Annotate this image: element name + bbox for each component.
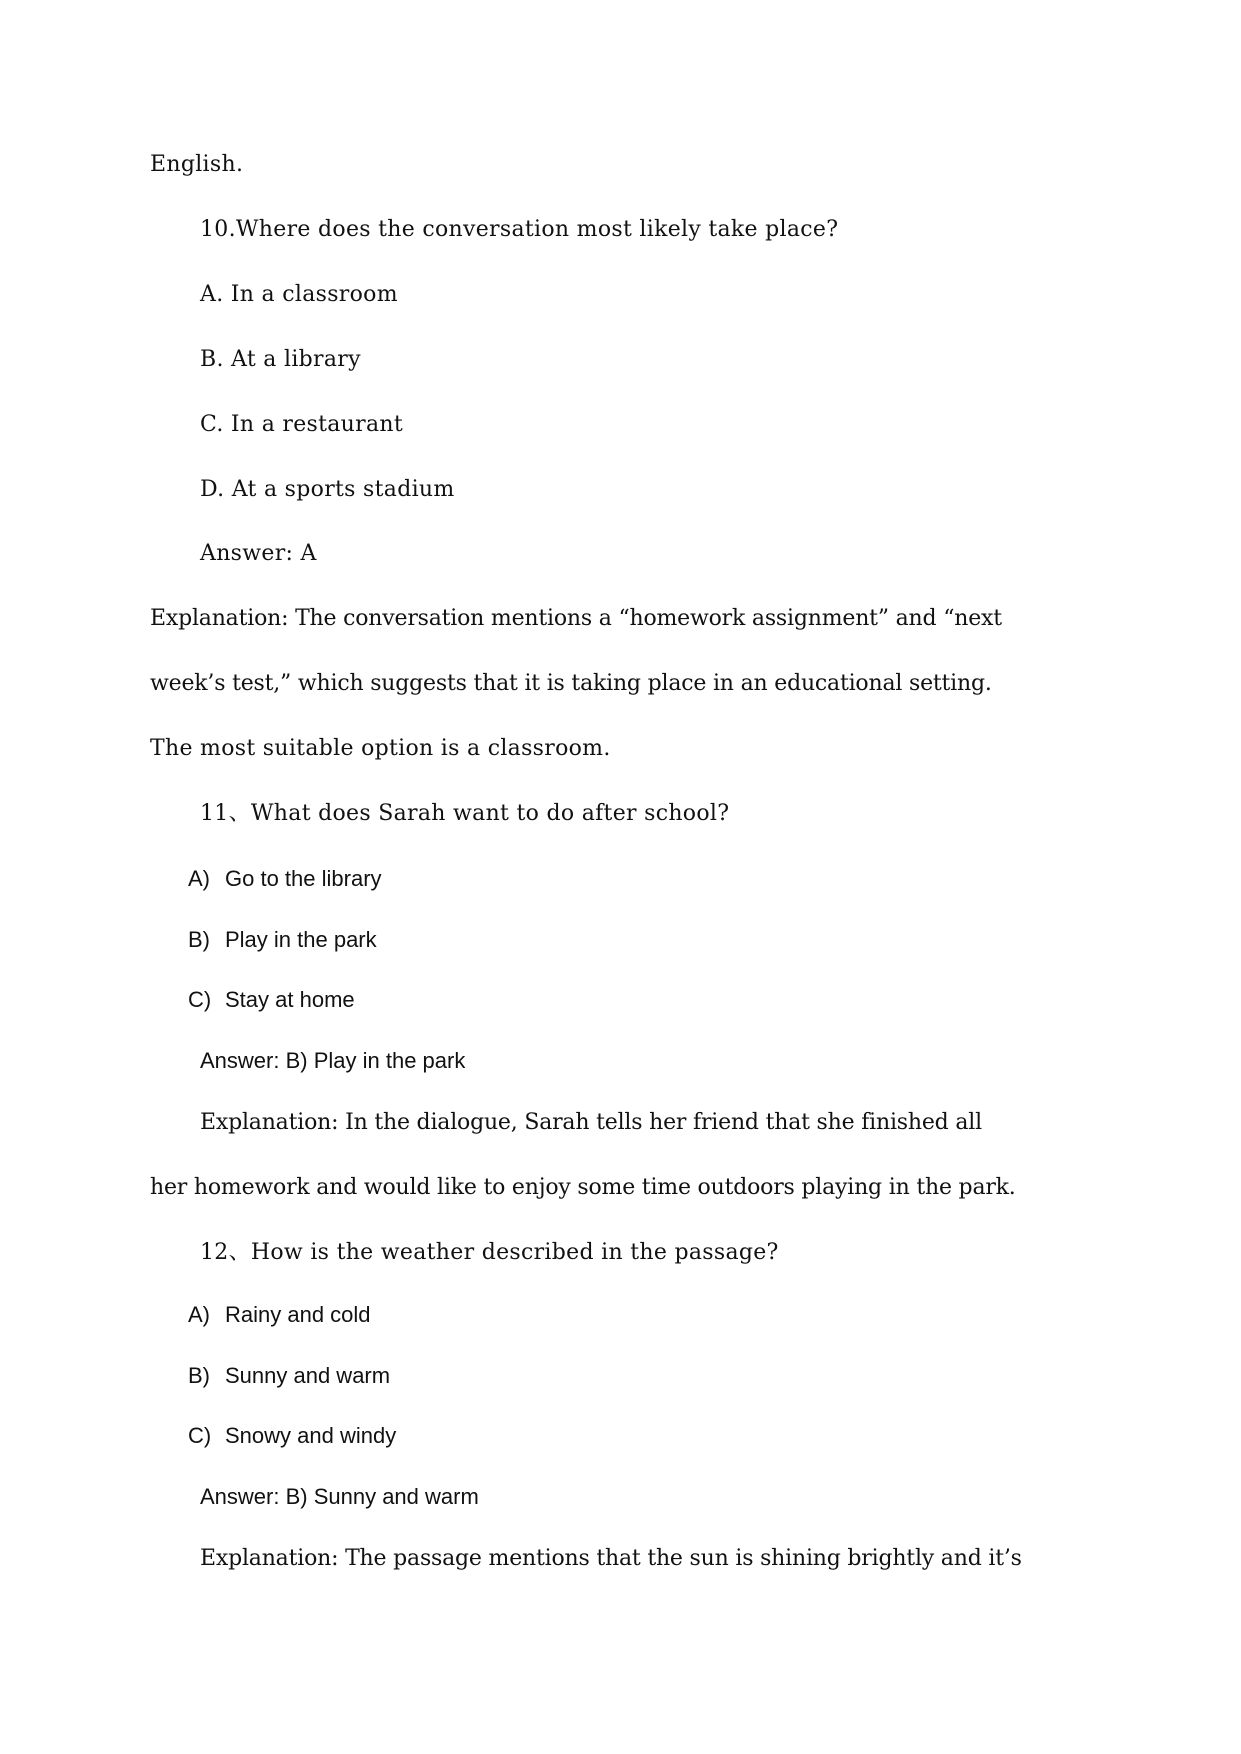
explanation-11-line: her homework and would like to enjoy some time outdoors playing in the park.	[150, 1175, 1016, 1200]
answer-11: Answer: B) Play in the park	[200, 1048, 466, 1073]
option-10-a: A. In a classroom	[200, 282, 398, 307]
explanation-10-line: The most suitable option is a classroom.	[150, 736, 611, 761]
option-label: B)	[188, 1363, 210, 1388]
answer-12: Answer: B) Sunny and warm	[200, 1484, 479, 1509]
option-10-d: D. At a sports stadium	[200, 477, 455, 502]
explanation-10-line: Explanation: The conversation mentions a “homework assignment” and “next	[150, 606, 1002, 631]
explanation-11-line: Explanation: In the dialogue, Sarah tells her friend that she finished all	[200, 1110, 982, 1135]
option-text: Snowy and windy	[225, 1423, 397, 1448]
option-text: Sunny and warm	[225, 1363, 391, 1388]
option-label: A)	[188, 866, 210, 891]
explanation-10-line: week’s test,” which suggests that it is taking place in an educational setting.	[150, 671, 992, 696]
option-label: A)	[188, 1302, 210, 1327]
option-label: C)	[188, 1423, 212, 1448]
explanation-12-line: Explanation: The passage mentions that the sun is shining brightly and it’s	[200, 1546, 1022, 1571]
option-12-a	[0, 1300, 1241, 1330]
option-11-b	[0, 925, 1241, 955]
option-10-b: B. At a library	[200, 347, 361, 372]
option-text: Go to the library	[225, 866, 382, 891]
question-12: 12、How is the weather described in the passage?	[200, 1240, 779, 1265]
option-text: Play in the park	[225, 927, 377, 952]
question-11: 11、What does Sarah want to do after school?	[200, 801, 730, 826]
question-10: 10.Where does the conversation most likely take place?	[200, 217, 839, 242]
option-text: Rainy and cold	[225, 1302, 371, 1327]
option-12-c	[0, 1421, 1241, 1451]
option-text: Stay at home	[225, 987, 355, 1012]
option-label: B)	[188, 927, 210, 952]
option-11-a	[0, 864, 1241, 894]
option-label: C)	[188, 987, 212, 1012]
text-line: English.	[150, 152, 244, 177]
option-10-c: C. In a restaurant	[200, 412, 403, 437]
option-12-b	[0, 1361, 1241, 1391]
option-11-c	[0, 985, 1241, 1015]
answer-10: Answer: A	[200, 541, 317, 566]
